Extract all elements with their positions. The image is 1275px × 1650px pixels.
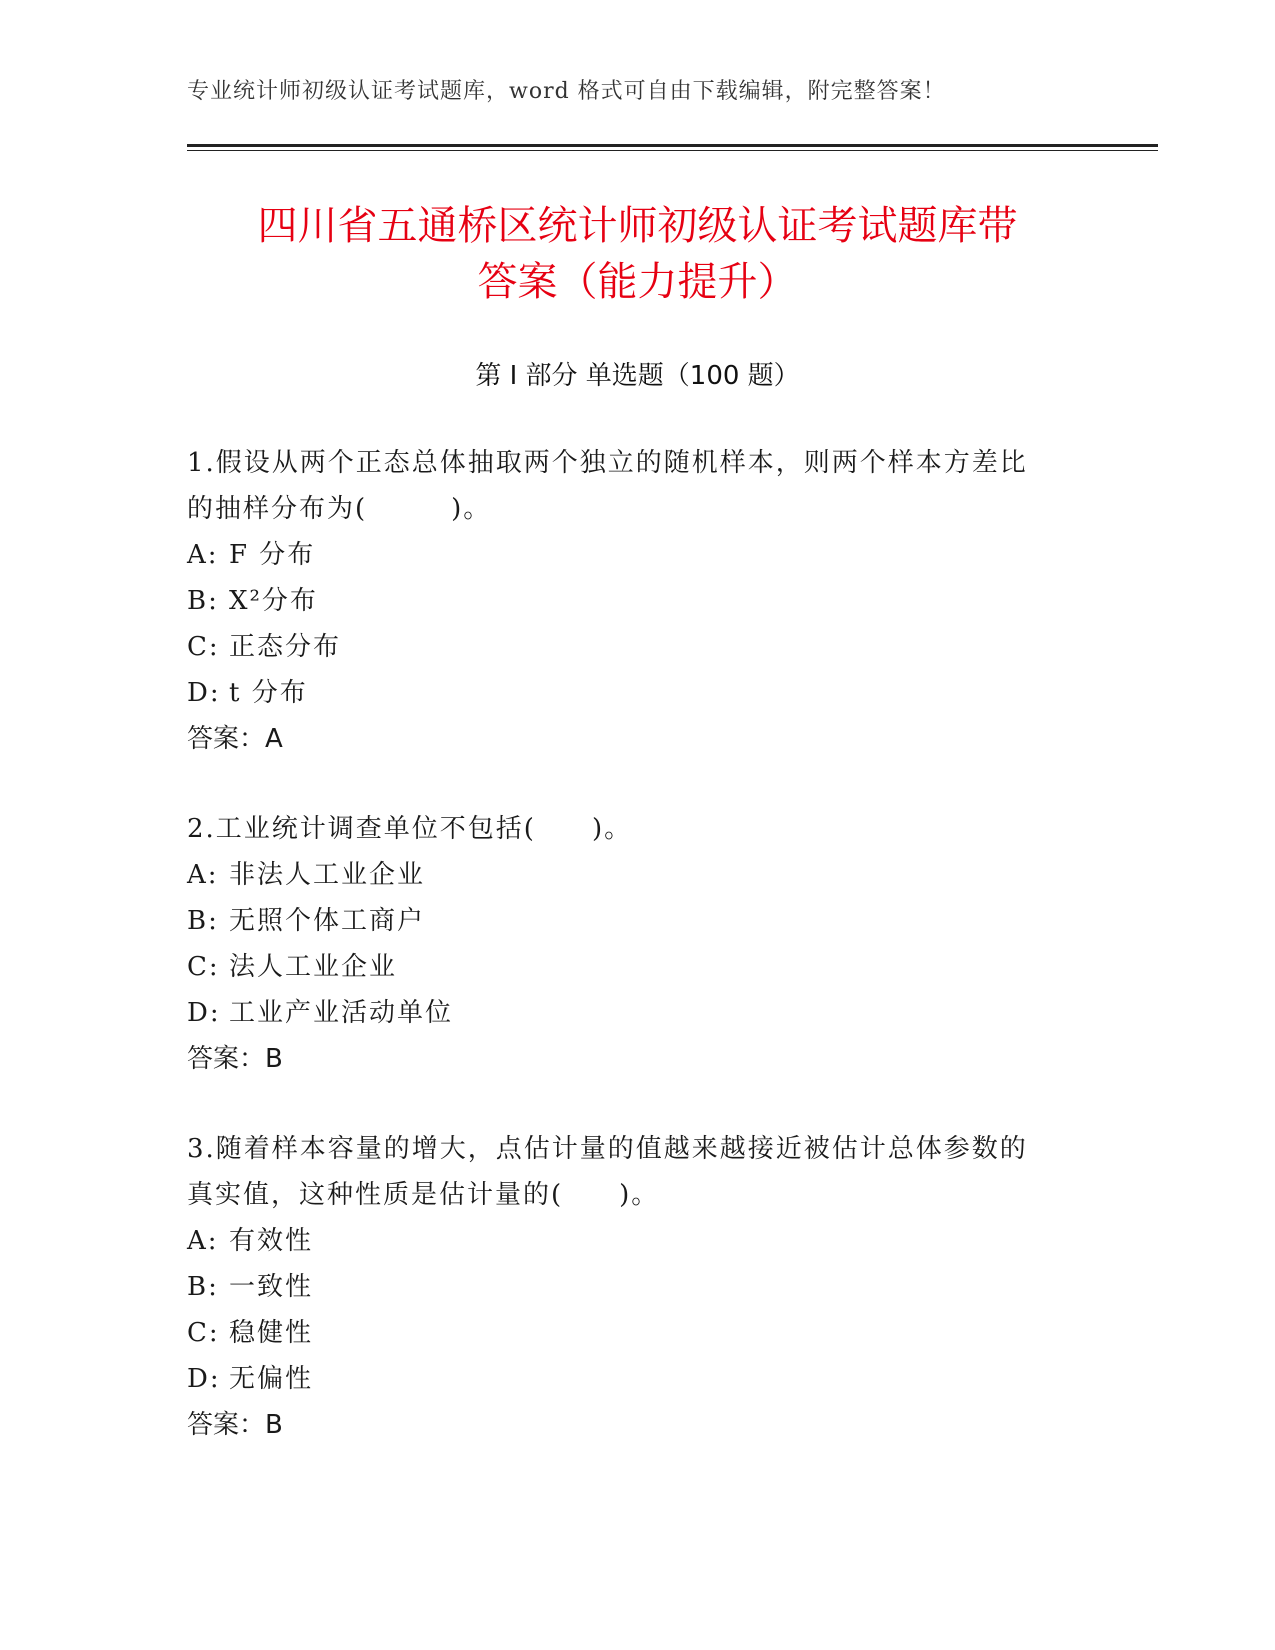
question-stem-line1: 1.假设从两个正态总体抽取两个独立的随机样本，则两个样本方差比 <box>187 448 1028 478</box>
option-a <box>187 1218 1067 1264</box>
option-letter: A: <box>187 1226 219 1256</box>
option-b <box>187 578 1067 624</box>
question-list <box>187 440 1067 1492</box>
option-d <box>187 670 1067 716</box>
question-stem-line1: 3.随着样本容量的增大，点估计量的值越来越接近被估计总体参数的 <box>187 1134 1028 1164</box>
option-text: 有效性 <box>229 1226 314 1256</box>
option-b <box>187 898 1067 944</box>
option-text: 非法人工业企业 <box>229 860 426 890</box>
question-stem-line2: 真实值，这种性质是估计量的( )。 <box>187 1180 660 1210</box>
option-letter: D: <box>187 998 221 1028</box>
section-title: 第 I 部分 单选题（100 题） <box>475 361 800 391</box>
option-letter: B: <box>187 1272 219 1302</box>
option-letter: C: <box>187 952 220 982</box>
option-text: 法人工业企业 <box>229 952 398 982</box>
question-3 <box>187 1126 1067 1448</box>
option-text: 工业产业活动单位 <box>229 998 454 1028</box>
answer-line: 答案：A <box>187 724 283 754</box>
option-letter: A: <box>187 860 219 890</box>
answer-line: 答案：B <box>187 1410 283 1440</box>
question-2 <box>187 806 1067 1082</box>
document-title-line1: 四川省五通桥区统计师初级认证考试题库带 <box>257 203 1018 249</box>
question-stem <box>187 806 1067 852</box>
option-text: F 分布 <box>229 540 316 570</box>
option-text: 稳健性 <box>229 1318 314 1348</box>
option-a <box>187 532 1067 578</box>
option-letter: C: <box>187 632 220 662</box>
answer-line: 答案：B <box>187 1044 283 1074</box>
option-c <box>187 624 1067 670</box>
question-stem-line1: 2.工业统计调查单位不包括( )。 <box>187 814 633 844</box>
question-stem-line2: 的抽样分布为( )。 <box>187 494 492 524</box>
option-letter: A: <box>187 540 219 570</box>
option-text: 一致性 <box>229 1272 314 1302</box>
header-divider-thin <box>187 150 1158 151</box>
option-c <box>187 1310 1067 1356</box>
document-title <box>100 198 1175 310</box>
option-text: t 分布 <box>229 678 308 708</box>
option-text: 无照个体工商户 <box>229 906 426 936</box>
header-divider-thick <box>187 144 1158 147</box>
option-b <box>187 1264 1067 1310</box>
option-letter: D: <box>187 1364 221 1394</box>
document-title-line2: 答案（能力提升） <box>477 259 798 305</box>
question-stem <box>187 440 1067 532</box>
question-stem <box>187 1126 1067 1218</box>
option-letter: B: <box>187 586 219 616</box>
option-text: 正态分布 <box>229 632 342 662</box>
option-text: 无偏性 <box>229 1364 314 1394</box>
option-d <box>187 990 1067 1036</box>
option-text: X²分布 <box>229 586 318 616</box>
option-letter: D: <box>187 678 221 708</box>
question-1 <box>187 440 1067 762</box>
option-letter: B: <box>187 906 219 936</box>
header-note: 专业统计师初级认证考试题库，word 格式可自由下载编辑，附完整答案！ <box>187 79 946 104</box>
option-c <box>187 944 1067 990</box>
option-a <box>187 852 1067 898</box>
option-d <box>187 1356 1067 1402</box>
option-letter: C: <box>187 1318 220 1348</box>
